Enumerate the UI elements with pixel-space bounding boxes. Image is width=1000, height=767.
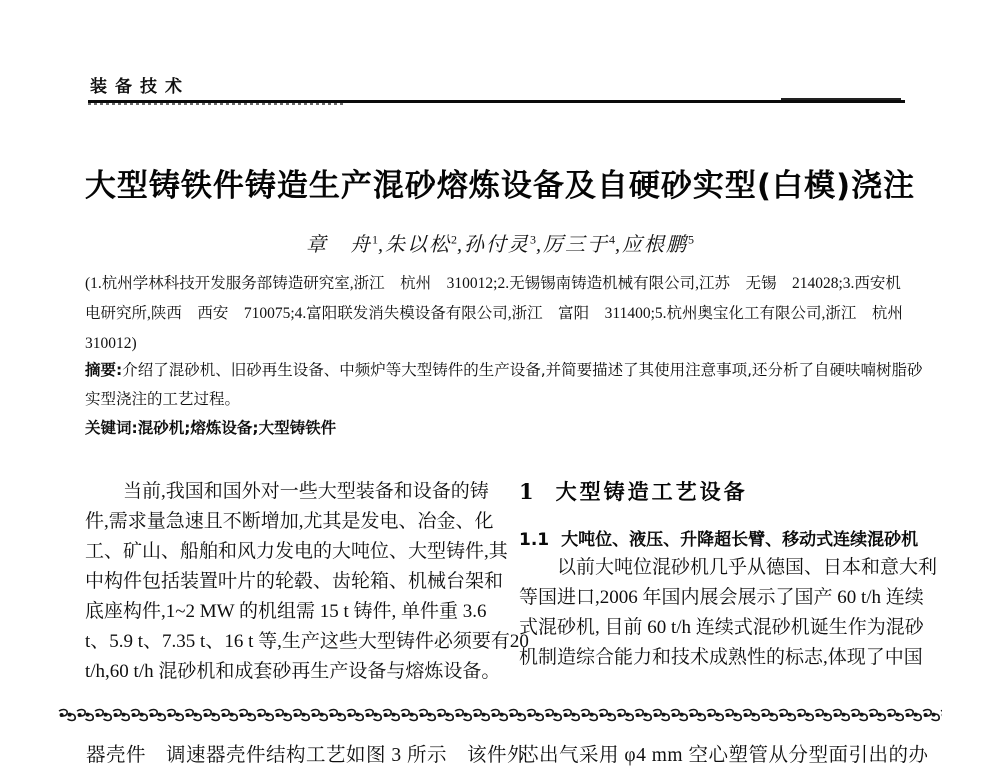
affiliation-line: 310012) (85, 335, 137, 352)
clipped-next-section-text-right: 芯出气采用 φ4 mm 空心塑管从分型面引出的办 (519, 745, 929, 766)
author-line (0, 228, 1000, 257)
subsection-heading (519, 525, 931, 551)
author-affil-sup: 1 (372, 232, 378, 247)
author-separator: , (378, 234, 385, 256)
author-separator: , (615, 234, 622, 256)
author-affil-sup: 4 (609, 232, 615, 247)
paper-title: 大型铸铁件铸造生产混砂熔炼设备及自硬砂实型(白模)浇注 (84, 168, 916, 204)
header-rule (88, 100, 905, 103)
body-line: 底座构件,1~2 MW 的机组需 15 t 铸件, 单件重 3.6 (85, 601, 487, 622)
abstract-block (85, 356, 933, 414)
clipped-next-section-text-left: 器壳件 调速器壳件结构工艺如图 3 所示 该件外 (86, 745, 528, 766)
section-heading (519, 477, 931, 507)
body-line: 当前,我国和国外对一些大型装备和设备的铸 (123, 481, 489, 502)
body-left-column (85, 477, 529, 687)
keywords-line (85, 416, 336, 438)
abstract-text: 实型浇注的工艺过程。 (85, 390, 241, 408)
author-affil-sup: 5 (688, 232, 694, 247)
author: 应根鹏 (622, 234, 688, 256)
subsection-number: 1.1 (519, 530, 550, 550)
subsection-title: 大吨位、液压、升降超长臂、移动式连续混砂机 (561, 530, 919, 550)
affiliation-line: 电研究所,陕西 西安 710075;4.富阳联发消失模设备有限公司,浙江 富阳 311400;5.杭州奥宝化工有限公司,浙江 杭州 (85, 305, 903, 322)
author-affil-sup: 3 (530, 232, 536, 247)
abstract-label: 摘要: (85, 361, 123, 379)
author: 章 舟 (306, 234, 372, 256)
body-line: 等国进口,2006 年国内展会展示了国产 60 t/h 连续 (519, 587, 924, 608)
keywords-text: 混砂机;熔炼设备;大型铸铁件 (137, 419, 337, 437)
author: 朱以松 (385, 234, 451, 256)
author: 厉三于 (543, 234, 609, 256)
author-affil-sup: 2 (451, 232, 457, 247)
body-line: t、5.9 t、7.35 t、16 t 等,生产这些大型铸件必须要有20 (85, 631, 529, 652)
column-section-header: 装备技术 (90, 77, 190, 97)
author: 孙付灵 (464, 234, 530, 256)
affiliation-line: (1.杭州学林科技开发服务部铸造研究室,浙江 杭州 310012;2.无锡锡南铸造机械有限公司,江苏 无锡 214028;3.西安机 (85, 275, 901, 292)
body-line: t/h,60 t/h 混砂机和成套砂再生产设备与熔炼设备。 (85, 661, 501, 682)
author-separator: , (536, 234, 543, 256)
body-line: 机制造综合能力和技术成熟性的标志,体现了中国 (519, 647, 923, 668)
body-line: 中构件包括装置叶片的轮毂、齿轮箱、机械台架和 (85, 571, 504, 592)
section-title: 大型铸造工艺设备 (555, 480, 748, 504)
affiliations-block (85, 269, 921, 359)
author-separator: , (457, 234, 464, 256)
vine-ornament-divider (58, 707, 942, 723)
abstract-text: 介绍了混砂机、旧砂再生设备、中频炉等大型铸件的生产设备,并简要描述了其使用注意事项,还分析了自硬呋喃树脂砂 (122, 361, 923, 379)
body-line: 式混砂机, 目前 60 t/h 连续式混砂机诞生作为混砂 (519, 617, 924, 638)
body-line: 以前大吨位混砂机几乎从德国、日本和意大利 (557, 557, 938, 578)
body-right-column (519, 477, 938, 673)
keywords-label: 关键词: (85, 419, 138, 437)
body-line: 件,需求量急速且不断增加,尤其是发电、冶金、化 (85, 511, 494, 532)
body-line: 工、矿山、船舶和风力发电的大吨位、大型铸件,其 (85, 541, 508, 562)
section-number: 1 (519, 479, 534, 504)
